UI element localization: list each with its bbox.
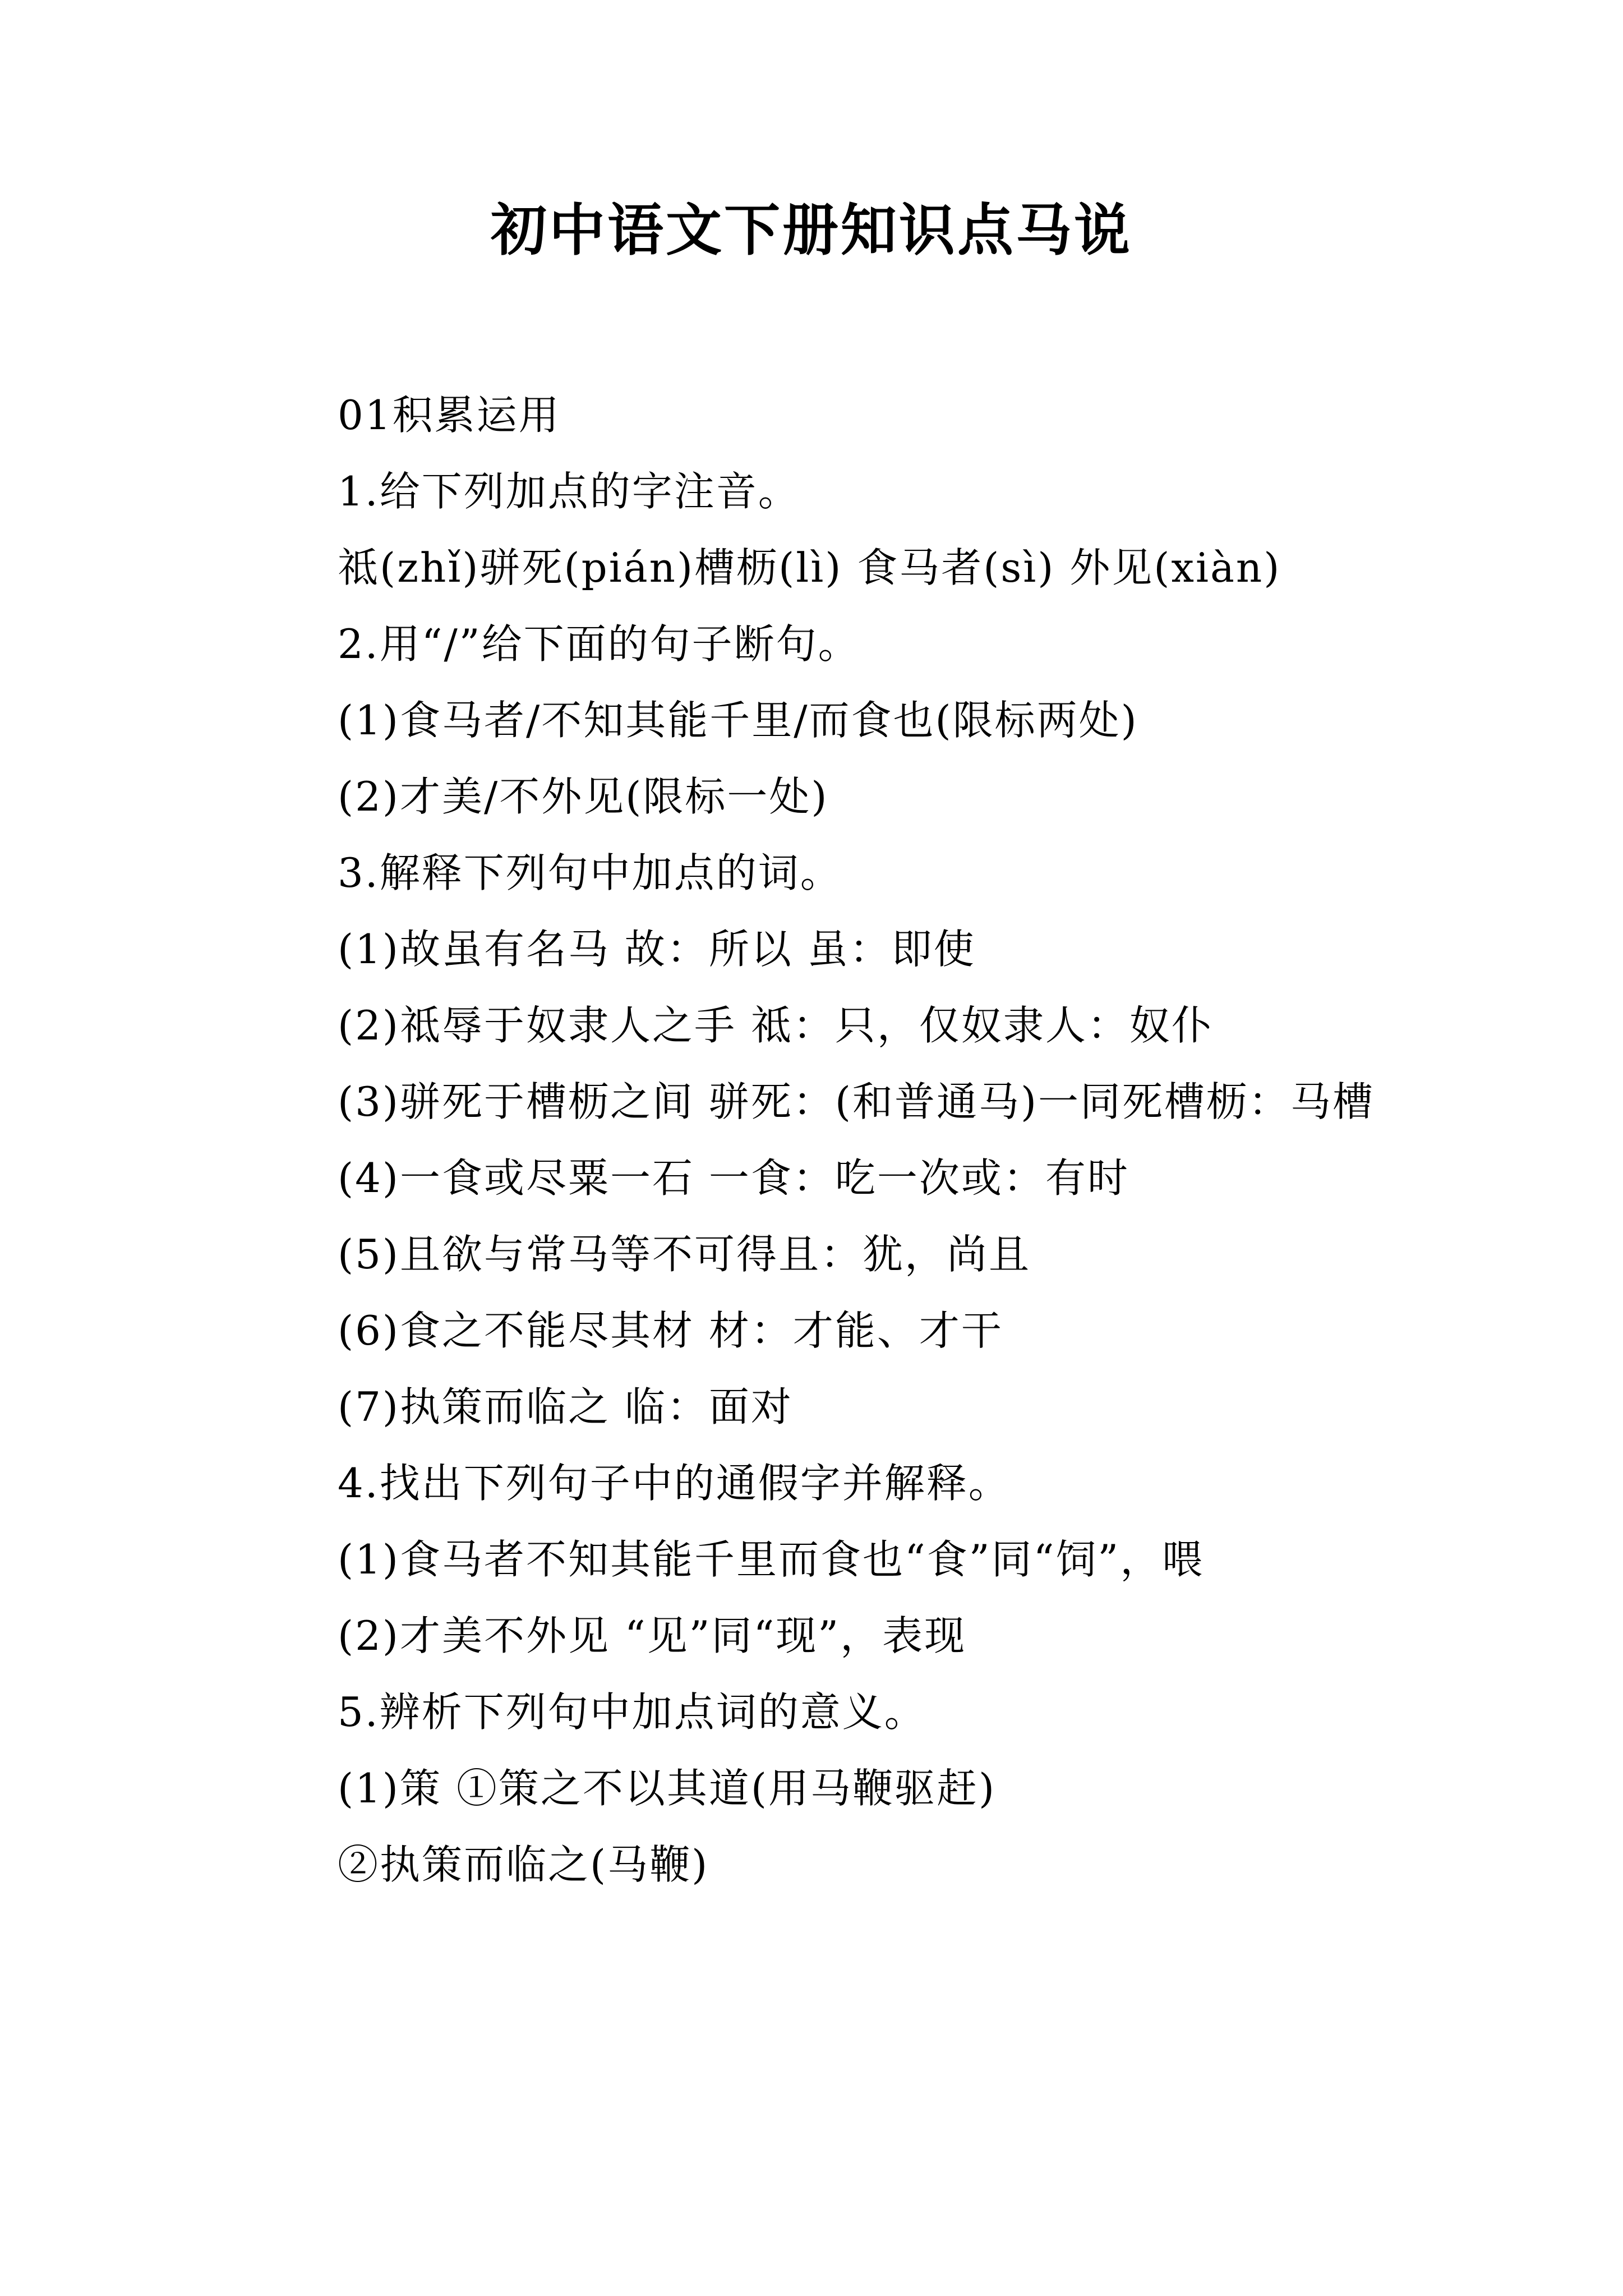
answer-2-2: (2)才美/不外见(限标一处) (338, 773, 829, 820)
answer-3-5: (5)且欲与常马等不可得且：犹，尚且 (338, 1231, 1031, 1278)
answer-4-2: (2)才美不外见 “见”同“现”，表现 (338, 1612, 967, 1659)
question-5: 5.辨析下列句中加点词的意义。 (338, 1688, 926, 1736)
question-2: 2.用“/”给下面的句子断句。 (338, 620, 860, 668)
answer-5-2: ②执策而临之(马鞭) (338, 1841, 709, 1888)
answer-3-6: (6)食之不能尽其材 材：才能、才干 (338, 1307, 1003, 1354)
answer-1: 祗(zhǐ)骈死(pián)槽枥(lì) 食马者(sì) 外见(xiàn) (338, 544, 1281, 591)
answer-3-4: (4)一食或尽粟一石 一食：吃一次或：有时 (338, 1154, 1129, 1202)
answer-5-1: (1)策 ①策之不以其道(用马鞭驱赶) (338, 1765, 997, 1812)
question-3: 3.解释下列句中加点的词。 (338, 849, 842, 896)
answer-3-1: (1)故虽有名马 故：所以 虽：即使 (338, 926, 976, 973)
question-1: 1.给下列加点的字注音。 (338, 468, 800, 515)
answer-2-1: (1)食马者/不知其能千里/而食也(限标两处) (338, 697, 1138, 744)
document-title: 初中语文下册知识点马说 (491, 197, 1132, 263)
answer-3-3: (3)骈死于槽枥之间 骈死：(和普通马)一同死槽枥：马槽 (338, 1078, 1375, 1125)
answer-3-7: (7)执策而临之 临：面对 (338, 1383, 793, 1430)
document-body (252, 377, 1380, 1903)
section-heading: 01积累运用 (338, 392, 561, 439)
answer-4-1: (1)食马者不知其能千里而食也“食”同“饲”，喂 (338, 1536, 1205, 1583)
answer-3-2: (2)祗辱于奴隶人之手 祗：只，仅奴隶人：奴仆 (338, 1002, 1214, 1049)
question-4: 4.找出下列句子中的通假字并解释。 (338, 1460, 1011, 1507)
